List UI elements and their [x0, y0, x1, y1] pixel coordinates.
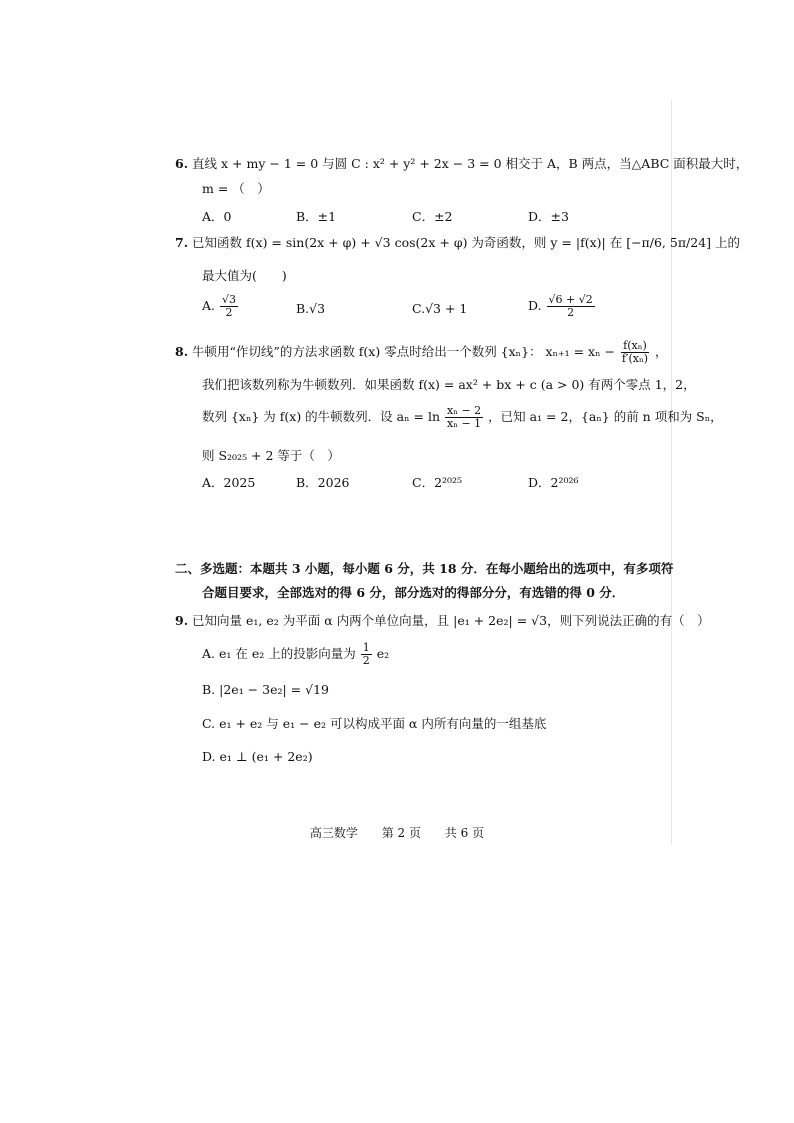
- q7-option-b: B.√3: [296, 301, 326, 316]
- q8-line1-end: ，: [655, 344, 668, 359]
- q7-option-d-label: D.: [528, 298, 542, 313]
- q9-option-a-denominator: 2: [362, 654, 370, 667]
- q7-option-d: [528, 294, 596, 319]
- q7-option-a-label: A.: [202, 298, 216, 313]
- q6-option-c: C．±2: [412, 209, 453, 224]
- q8-number: 8.: [175, 344, 189, 359]
- q9-option-a-fraction: [361, 642, 372, 667]
- section2-heading-line2: 合题目要求，全部选对的得 6 分，部分选对的得部分分，有选错的得 0 分．: [202, 585, 625, 600]
- q8-line3-denominator: xₙ − 1: [446, 417, 482, 430]
- q6-option-b: B．±1: [296, 209, 337, 224]
- q8-line1-text: 牛顿用“作切线”的方法求函数 f(x) 零点时给出一个数列 {xₙ}：: [192, 344, 542, 359]
- q7-number: 7.: [175, 235, 189, 250]
- q8-line3-a: 数列 {xₙ} 为 f(x) 的牛顿数列．设 aₙ = ln: [202, 409, 440, 424]
- q9-option-a-numerator: 1: [362, 641, 370, 654]
- q8-option-a: A．2025: [202, 475, 256, 490]
- q8-line3: [202, 405, 723, 430]
- q8-option-c: C．2²⁰²⁵: [412, 475, 463, 490]
- q9-number: 9.: [175, 613, 189, 628]
- q7-stem-line1: [175, 234, 740, 252]
- q6-stem-text: 直线 x + my − 1 = 0 与圆 C : x² + y² + 2x − 3 = 0 相交于 A，B 两点，当△ABC 面积最大时，: [192, 156, 749, 171]
- q8-line3-numerator: xₙ − 2: [446, 404, 482, 417]
- q7-option-a: [202, 294, 239, 319]
- q8-newton-denominator: f′(xₙ): [621, 352, 649, 365]
- q7-option-d-denominator: 2: [567, 306, 575, 319]
- q7-option-d-fraction: [547, 294, 595, 319]
- footer-total: 共 6 页: [444, 826, 485, 840]
- q6-stem-line2: m = （ ）: [202, 181, 270, 196]
- q8-newton-numerator: f(xₙ): [623, 339, 647, 352]
- q9-option-b: B. |2e₁ − 3e₂| = √19: [202, 682, 329, 697]
- q6-option-d: D．±3: [528, 209, 569, 224]
- section2-heading-line1: 二、多选题：本题共 3 小题，每小题 6 分，共 18 分．在每小题给出的选项中，有多项符: [175, 561, 674, 576]
- q7-option-a-fraction: [220, 294, 238, 319]
- q7-stem-end: 上的: [715, 235, 741, 250]
- q7-option-a-numerator: √3: [222, 293, 237, 306]
- q8-line4: 则 S₂₀₂₅ + 2 等于（ ）: [202, 448, 340, 463]
- q9-option-d: D. e₁ ⊥ (e₁ + 2e₂): [202, 749, 313, 764]
- q7-stem-text: 已知函数 f(x) = sin(2x + φ) + √3 cos(2x + φ) 为奇函数，则 y = |f(x)| 在: [192, 235, 623, 250]
- q9-option-a-text: A. e₁ 在 e₂ 上的投影向量为: [202, 646, 356, 661]
- q9-stem-text: 已知向量 e₁, e₂ 为平面 α 内两个单位向量，且 |e₁ + 2e₂| = √3，则下列说法正确的有（ ）: [192, 613, 710, 628]
- footer-subject: 高三数学: [309, 826, 358, 840]
- q7-option-d-numerator: √6 + √2: [548, 293, 593, 306]
- q7-option-a-denominator: 2: [225, 306, 233, 319]
- q8-line3-fraction: [445, 405, 483, 430]
- q6-stem-line1: [175, 155, 748, 173]
- q9-option-a: [202, 642, 389, 667]
- q8-option-d: D．2²⁰²⁶: [528, 475, 579, 490]
- q8-line3-b: ，已知 a₁ = 2，{aₙ} 的前 n 项和为 Sₙ，: [488, 409, 723, 424]
- q6-number: 6.: [175, 156, 189, 171]
- q8-newton-formula: xₙ₊₁ = xₙ −: [545, 344, 615, 359]
- q8-line2: 我们把该数列称为牛顿数列．如果函数 f(x) = ax² + bx + c (a > 0) 有两个零点 1，2，: [202, 377, 696, 392]
- q9-stem: [175, 612, 710, 630]
- q7-interval: [−π/6, 5π/24]: [626, 235, 712, 250]
- q8-option-b: B．2026: [296, 475, 350, 490]
- q9-option-a-post: e₂: [376, 646, 390, 661]
- q7-stem-line2: 最大值为( ): [202, 268, 287, 283]
- q8-newton-fraction: [620, 340, 650, 365]
- scan-edge-line: [671, 100, 672, 845]
- q7-option-c: C.√3 + 1: [412, 301, 468, 316]
- page-footer: [0, 824, 794, 841]
- q6-option-a: A．0: [202, 209, 232, 224]
- q8-line1: [175, 340, 668, 365]
- q9-option-c: C. e₁ + e₂ 与 e₁ − e₂ 可以构成平面 α 内所有向量的一组基底: [202, 716, 547, 731]
- footer-page: 第 2 页: [381, 826, 421, 840]
